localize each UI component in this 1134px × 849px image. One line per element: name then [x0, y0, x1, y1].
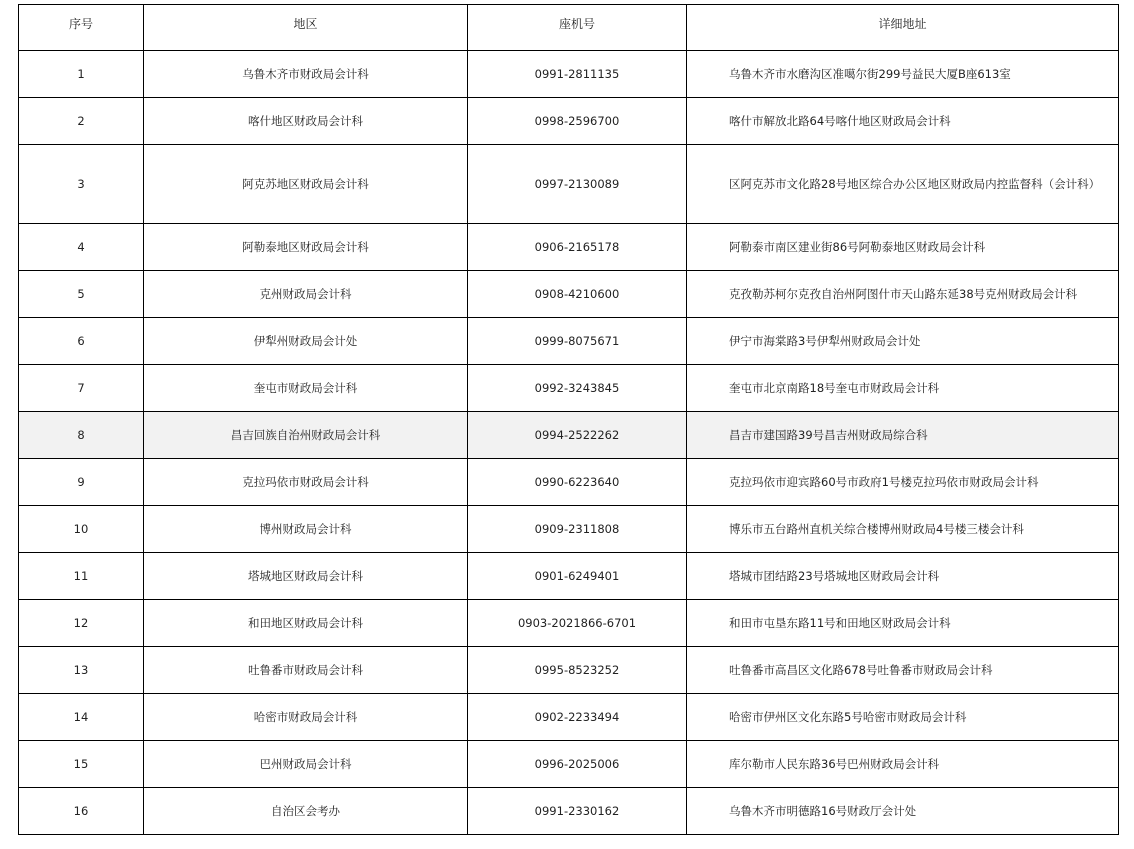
cell-phone: 0906-2165178	[468, 224, 687, 271]
table-row	[19, 412, 1119, 459]
cell-address	[687, 365, 1119, 412]
table-row	[19, 553, 1119, 600]
contact-table	[18, 4, 1119, 835]
table-row	[19, 647, 1119, 694]
cell-no: 10	[19, 506, 144, 553]
cell-address	[687, 412, 1119, 459]
cell-no: 15	[19, 741, 144, 788]
cell-region: 乌鲁木齐市财政局会计科	[144, 51, 468, 98]
cell-region: 阿勒泰地区财政局会计科	[144, 224, 468, 271]
address-text: 区阿克苏市文化路28号地区综合办公区地区财政局内控监督科（会计科）	[729, 176, 1101, 191]
cell-no: 13	[19, 647, 144, 694]
cell-phone: 0995-8523252	[468, 647, 687, 694]
address-text: 库尔勒市人民东路36号巴州财政局会计科	[729, 756, 940, 771]
cell-address	[687, 51, 1119, 98]
header-phone: 座机号	[468, 5, 687, 51]
cell-region: 克拉玛依市财政局会计科	[144, 459, 468, 506]
cell-phone: 0991-2811135	[468, 51, 687, 98]
address-text: 奎屯市北京南路18号奎屯市财政局会计科	[729, 380, 940, 395]
cell-no: 3	[19, 145, 144, 224]
cell-phone: 0901-6249401	[468, 553, 687, 600]
table-row	[19, 600, 1119, 647]
cell-region: 和田地区财政局会计科	[144, 600, 468, 647]
cell-region: 吐鲁番市财政局会计科	[144, 647, 468, 694]
cell-no: 12	[19, 600, 144, 647]
cell-address	[687, 459, 1119, 506]
table-row	[19, 224, 1119, 271]
address-text: 阿勒泰市南区建业街86号阿勒泰地区财政局会计科	[729, 239, 986, 254]
cell-phone: 0902-2233494	[468, 694, 687, 741]
table-row	[19, 318, 1119, 365]
cell-no: 5	[19, 271, 144, 318]
table-row	[19, 741, 1119, 788]
cell-address	[687, 98, 1119, 145]
cell-phone: 0996-2025006	[468, 741, 687, 788]
address-text: 乌鲁木齐市明德路16号财政厅会计处	[729, 803, 917, 818]
cell-address	[687, 506, 1119, 553]
cell-address	[687, 271, 1119, 318]
table-row	[19, 694, 1119, 741]
cell-phone: 0998-2596700	[468, 98, 687, 145]
cell-region: 克州财政局会计科	[144, 271, 468, 318]
cell-phone: 0999-8075671	[468, 318, 687, 365]
cell-region: 巴州财政局会计科	[144, 741, 468, 788]
address-text: 伊宁市海棠路3号伊犁州财政局会计处	[729, 333, 921, 348]
address-text: 乌鲁木齐市水磨沟区准噶尔街299号益民大厦B座613室	[729, 66, 1011, 81]
cell-phone: 0909-2311808	[468, 506, 687, 553]
cell-phone: 0997-2130089	[468, 145, 687, 224]
cell-address	[687, 224, 1119, 271]
cell-phone: 0991-2330162	[468, 788, 687, 835]
address-text: 克孜勒苏柯尔克孜自治州阿图什市天山路东延38号克州财政局会计科	[729, 286, 1078, 301]
cell-phone: 0994-2522262	[468, 412, 687, 459]
cell-address	[687, 788, 1119, 835]
cell-address	[687, 600, 1119, 647]
cell-address	[687, 318, 1119, 365]
table-row	[19, 788, 1119, 835]
cell-address	[687, 741, 1119, 788]
cell-phone: 0992-3243845	[468, 365, 687, 412]
cell-phone: 0903-2021866-6701	[468, 600, 687, 647]
cell-no: 4	[19, 224, 144, 271]
cell-no: 9	[19, 459, 144, 506]
address-text: 塔城市团结路23号塔城地区财政局会计科	[729, 568, 940, 583]
table-row	[19, 506, 1119, 553]
cell-no: 1	[19, 51, 144, 98]
header-region: 地区	[144, 5, 468, 51]
address-text: 和田市屯垦东路11号和田地区财政局会计科	[729, 615, 951, 630]
cell-region: 阿克苏地区财政局会计科	[144, 145, 468, 224]
cell-address	[687, 694, 1119, 741]
table-row	[19, 98, 1119, 145]
cell-region: 塔城地区财政局会计科	[144, 553, 468, 600]
cell-region: 奎屯市财政局会计科	[144, 365, 468, 412]
cell-no: 14	[19, 694, 144, 741]
cell-no: 16	[19, 788, 144, 835]
cell-region: 昌吉回族自治州财政局会计科	[144, 412, 468, 459]
address-text: 喀什市解放北路64号喀什地区财政局会计科	[729, 113, 951, 128]
cell-no: 11	[19, 553, 144, 600]
cell-no: 6	[19, 318, 144, 365]
cell-no: 7	[19, 365, 144, 412]
cell-address	[687, 553, 1119, 600]
cell-region: 伊犁州财政局会计处	[144, 318, 468, 365]
address-text: 博乐市五台路州直机关综合楼博州财政局4号楼三楼会计科	[729, 521, 1024, 536]
cell-address	[687, 145, 1119, 224]
table-row	[19, 145, 1119, 224]
header-address: 详细地址	[687, 5, 1119, 51]
address-text: 昌吉市建国路39号昌吉州财政局综合科	[729, 427, 928, 442]
table-row	[19, 271, 1119, 318]
cell-region: 喀什地区财政局会计科	[144, 98, 468, 145]
cell-phone: 0908-4210600	[468, 271, 687, 318]
cell-no: 8	[19, 412, 144, 459]
cell-phone: 0990-6223640	[468, 459, 687, 506]
cell-region: 自治区会考办	[144, 788, 468, 835]
cell-region: 哈密市财政局会计科	[144, 694, 468, 741]
cell-address	[687, 647, 1119, 694]
cell-region: 博州财政局会计科	[144, 506, 468, 553]
table-header-row	[19, 5, 1119, 51]
header-no: 序号	[19, 5, 144, 51]
table-row	[19, 51, 1119, 98]
cell-no: 2	[19, 98, 144, 145]
address-text: 克拉玛依市迎宾路60号市政府1号楼克拉玛依市财政局会计科	[729, 474, 1039, 489]
table-row	[19, 459, 1119, 506]
address-text: 哈密市伊州区文化东路5号哈密市财政局会计科	[729, 709, 967, 724]
address-text: 吐鲁番市高昌区文化路678号吐鲁番市财政局会计科	[729, 662, 993, 677]
table-row	[19, 365, 1119, 412]
